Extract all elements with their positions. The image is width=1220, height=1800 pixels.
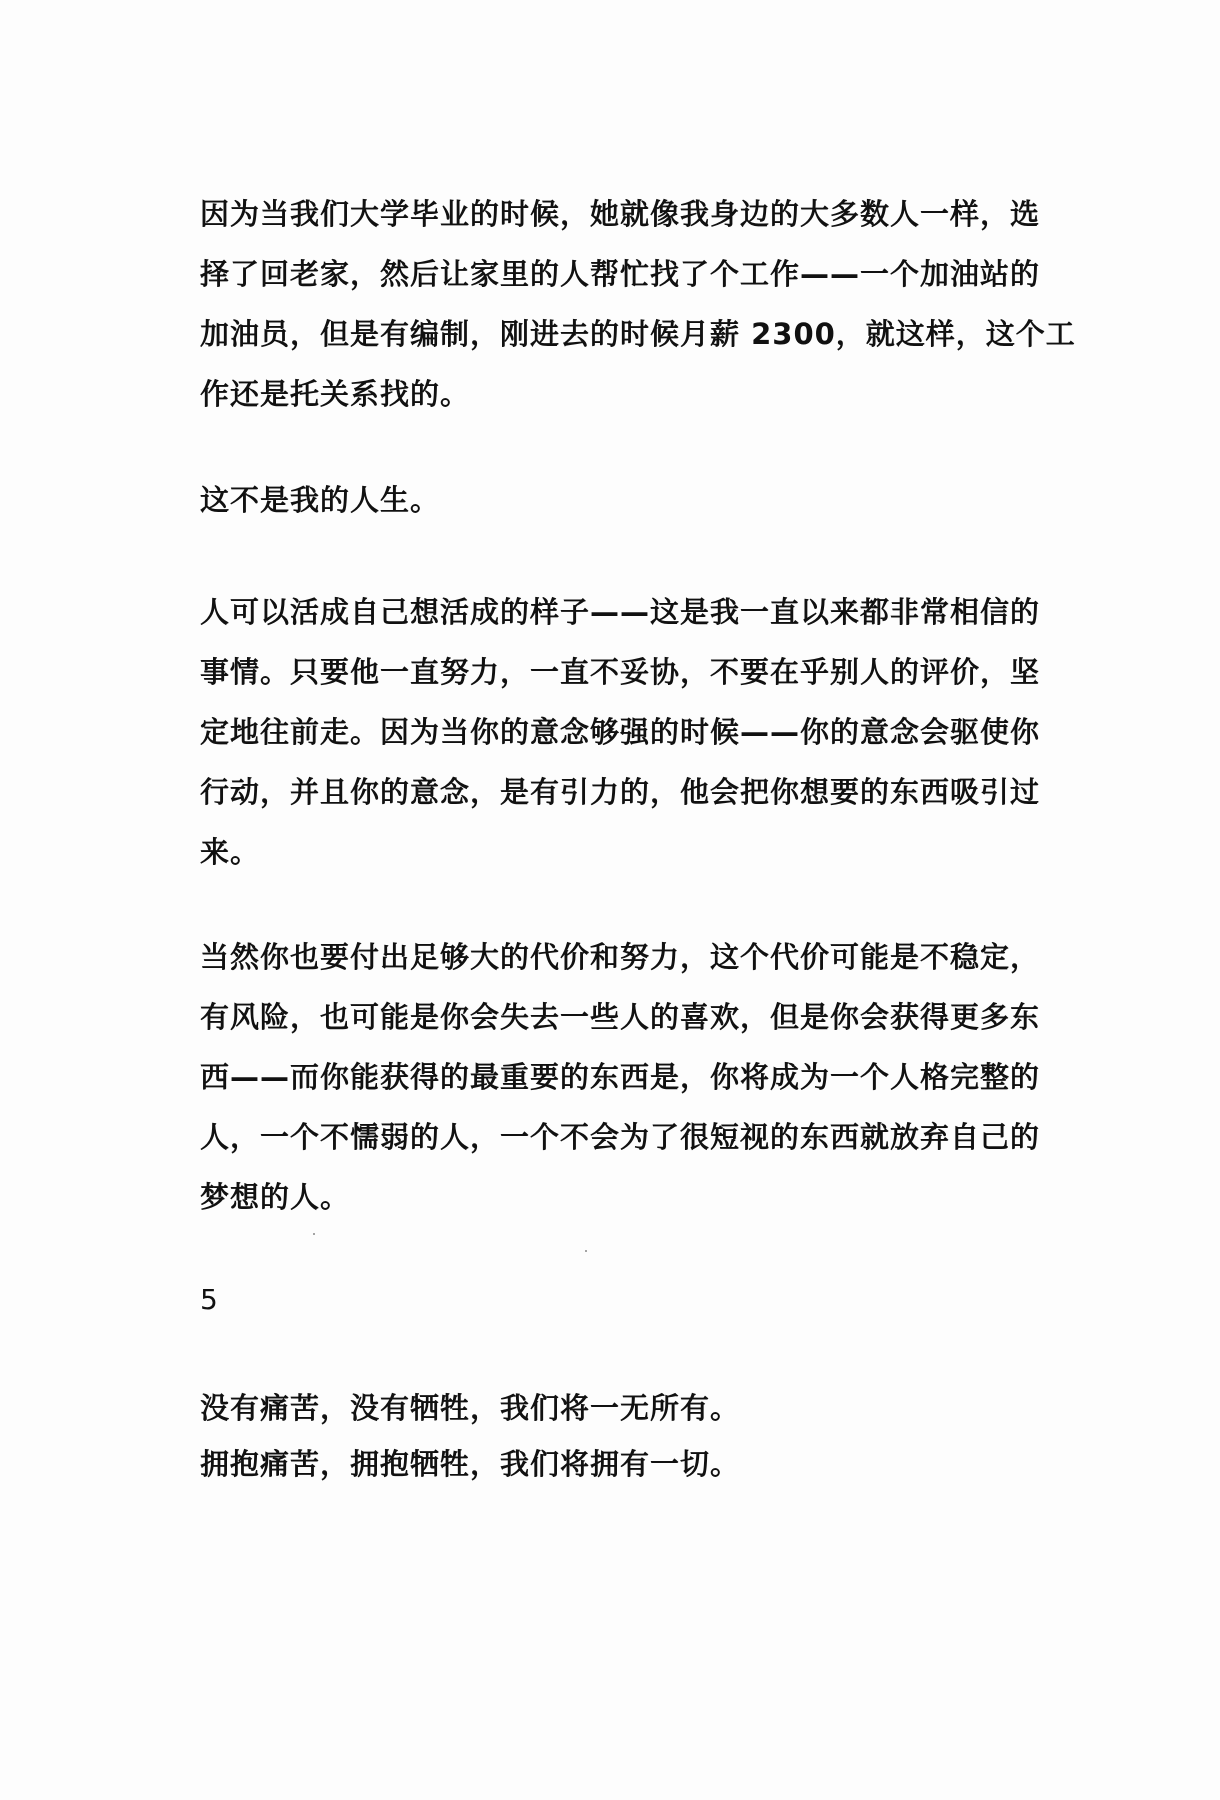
paragraph-line: 人可以活成自己想活成的样子——这是我一直以来都非常相信的 bbox=[200, 595, 1041, 629]
paragraph-4 bbox=[200, 927, 1040, 1227]
paragraph-line: 人，一个不懦弱的人，一个不会为了很短视的东西就放弃自己的 bbox=[200, 1120, 1041, 1154]
closing-lines bbox=[200, 1380, 1040, 1492]
paragraph-line: 当然你也要付出足够大的代价和努力，这个代价可能是不稳定， bbox=[200, 940, 1041, 974]
paragraph-line: 加油员，但是有编制，刚进去的时候月薪 2300，就这样，这个工 bbox=[200, 317, 1076, 351]
paragraph-line: 定地往前走。因为当你的意念够强的时候——你的意念会驱使你 bbox=[200, 715, 1041, 749]
paragraph-2 bbox=[200, 470, 1040, 530]
paragraph-line: 作还是托关系找的。 bbox=[200, 377, 471, 411]
paragraph-line: 因为当我们大学毕业的时候，她就像我身边的大多数人一样，选 bbox=[200, 197, 1041, 231]
paragraph-line: 梦想的人。 bbox=[200, 1180, 351, 1214]
closing-line: 没有痛苦，没有牺牲，我们将一无所有。 bbox=[200, 1391, 741, 1425]
paragraph-line: 这不是我的人生。 bbox=[200, 483, 441, 517]
paragraph-1 bbox=[200, 184, 1076, 424]
paragraph-line: 行动，并且你的意念，是有引力的，他会把你想要的东西吸引过 bbox=[200, 775, 1041, 809]
section-number: 5 bbox=[200, 1283, 219, 1316]
closing-line: 拥抱痛苦，拥抱牺牲，我们将拥有一切。 bbox=[200, 1447, 741, 1481]
paragraph-line: 择了回老家，然后让家里的人帮忙找了个工作——一个加油站的 bbox=[200, 257, 1041, 291]
paragraph-line: 有风险，也可能是你会失去一些人的喜欢，但是你会获得更多东 bbox=[200, 1000, 1041, 1034]
paragraph-3 bbox=[200, 582, 1040, 882]
paragraph-line: 西——而你能获得的最重要的东西是，你将成为一个人格完整的 bbox=[200, 1060, 1041, 1094]
scan-speck bbox=[313, 1233, 315, 1235]
paragraph-line: 事情。只要他一直努力，一直不妥协，不要在乎别人的评价，坚 bbox=[200, 655, 1041, 689]
scan-speck bbox=[585, 1250, 587, 1252]
paragraph-line: 来。 bbox=[200, 835, 261, 869]
